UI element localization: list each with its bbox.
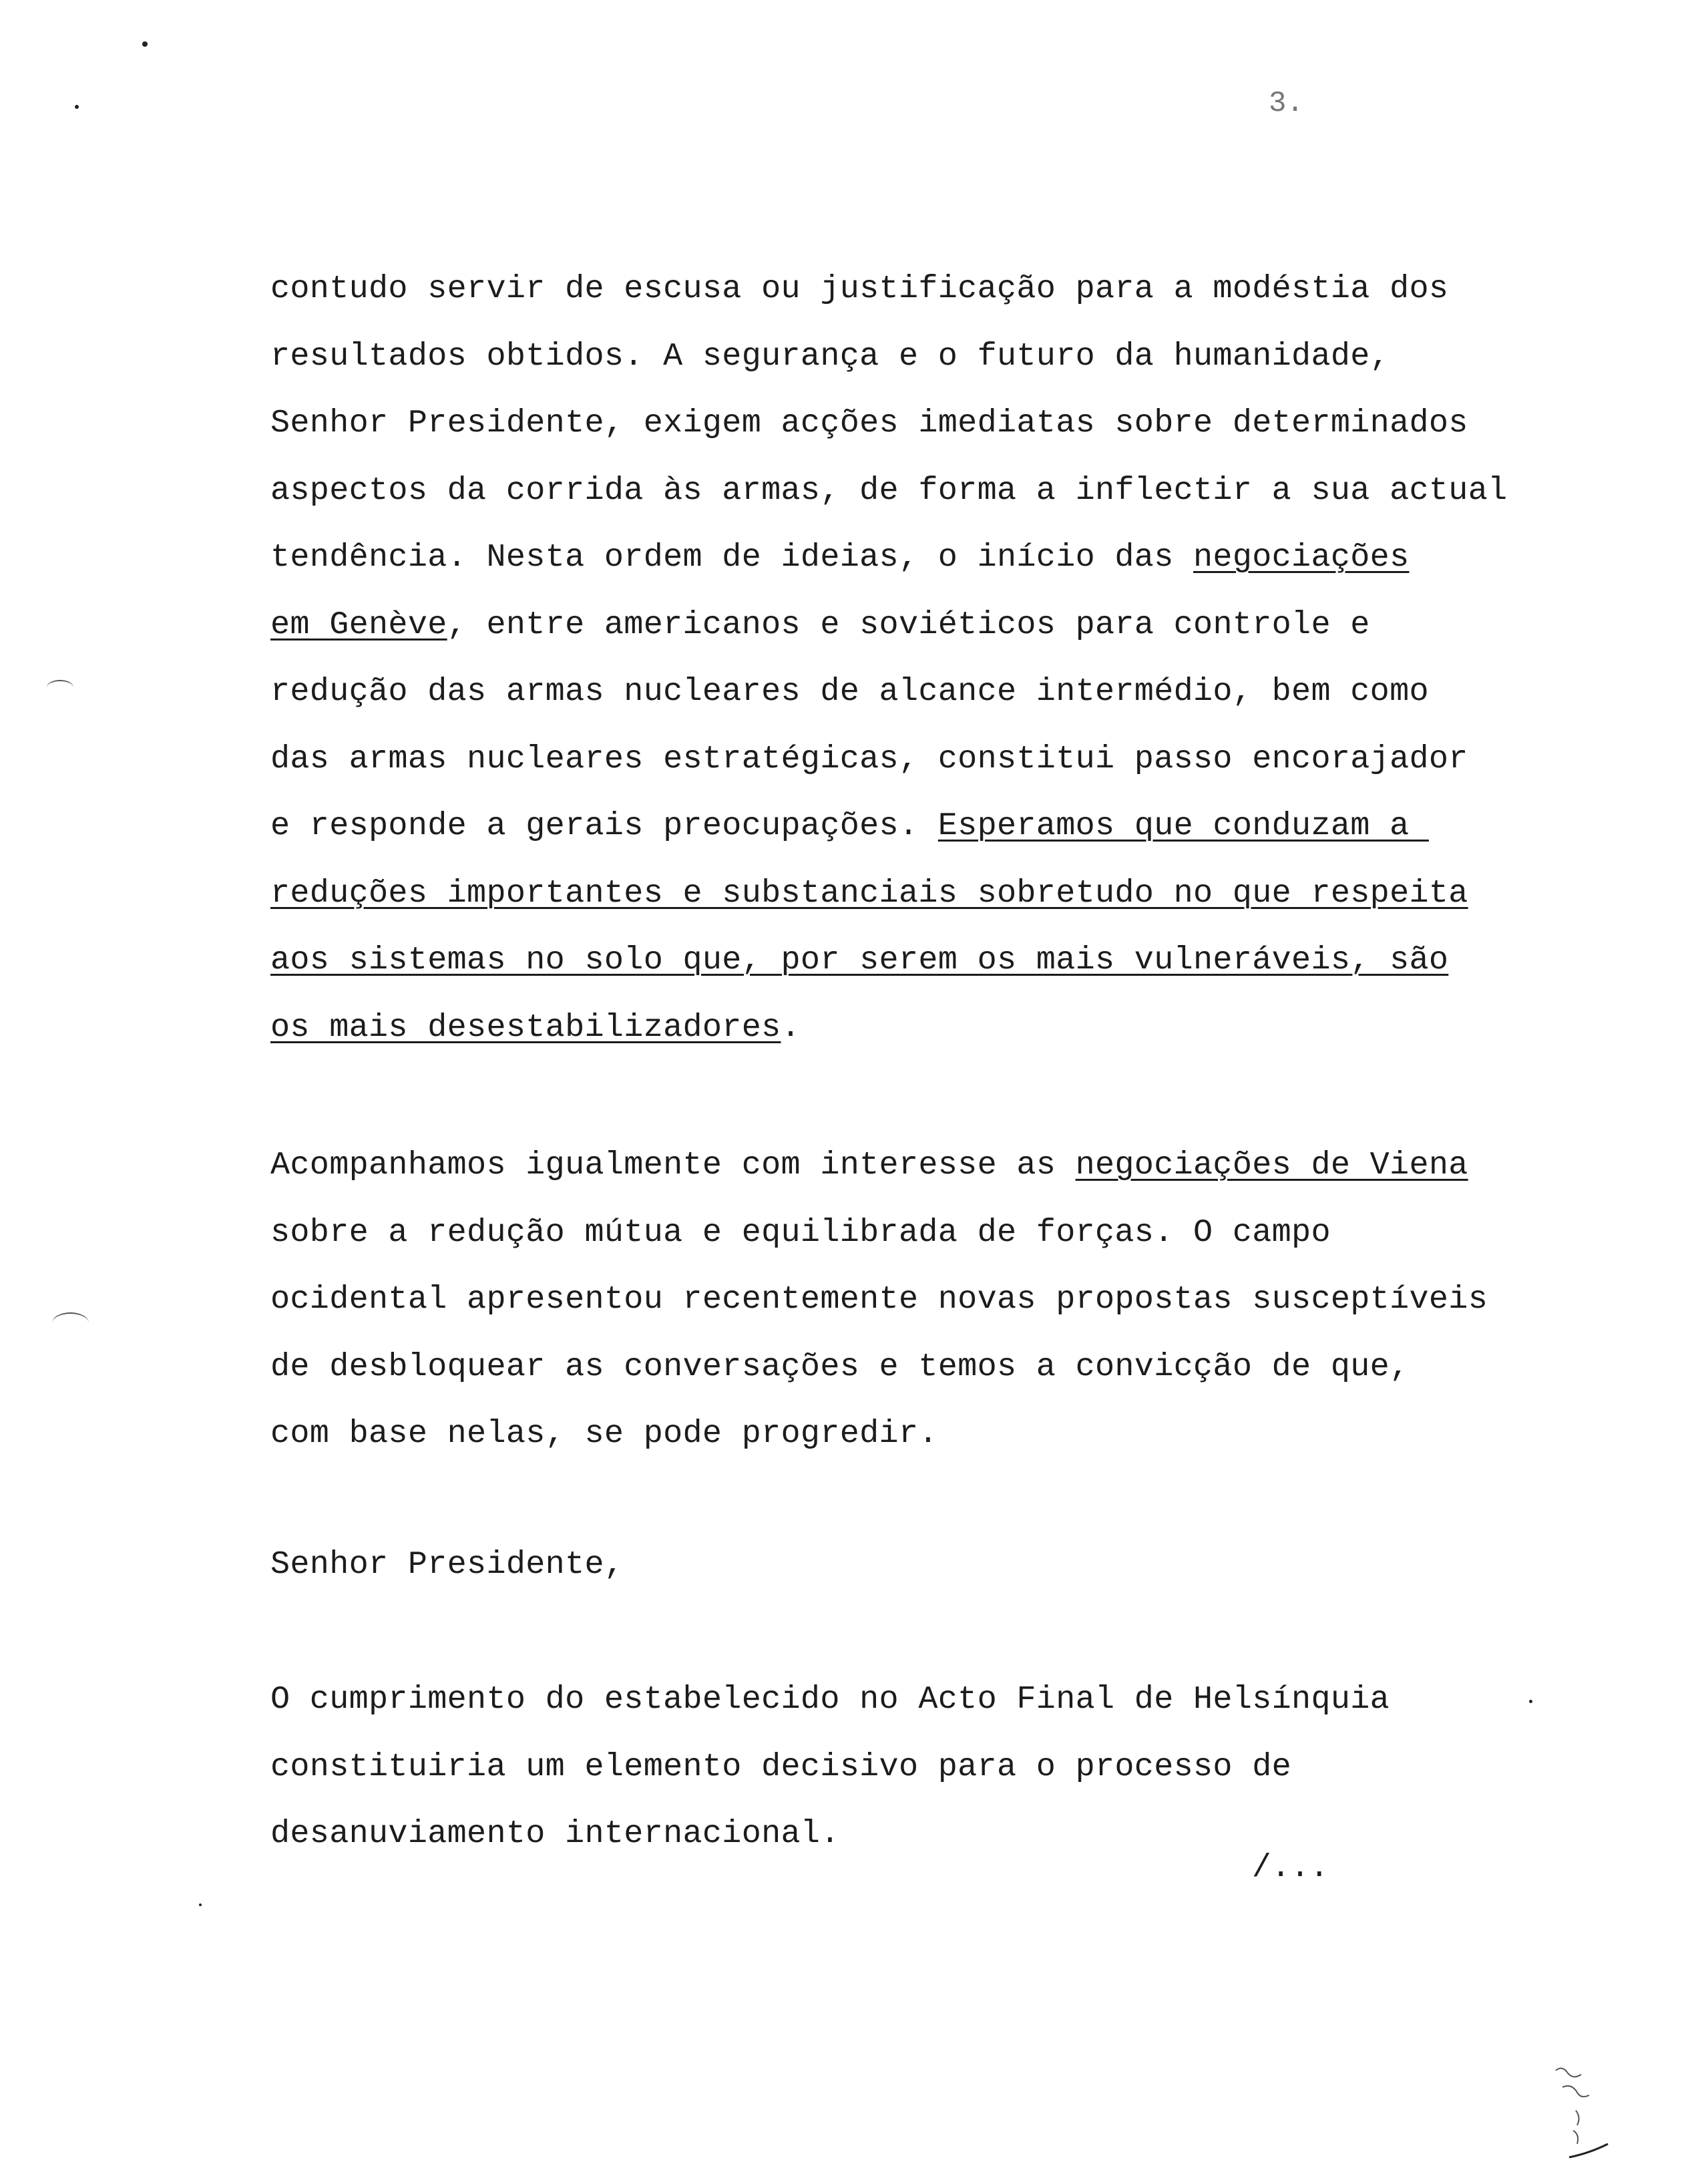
corner-scribble-icon — [1549, 2057, 1609, 2164]
text-segment: Acompanhamos igualmente com interesse as — [270, 1147, 1076, 1184]
text-line — [270, 471, 1508, 511]
text-segment: constituiria um elemento decisivo para o processo de — [270, 1748, 1292, 1785]
scan-speck — [142, 41, 148, 47]
text-segment: com base nelas, se pode progredir. — [270, 1415, 938, 1452]
text-line — [270, 739, 1468, 779]
text-segment: redução das armas nucleares de alcance intermédio, bem como — [270, 673, 1429, 710]
text-segment: resultados obtidos. A segurança e o futuro da humanidade, — [270, 337, 1390, 375]
text-line — [270, 1680, 1390, 1720]
text-segment: tendência. Nesta ordem de ideias, o início das — [270, 539, 1194, 576]
text-line — [270, 538, 1409, 578]
text-segment: sobre a redução mútua e equilibrada de forças. O campo — [270, 1214, 1331, 1251]
scan-mark — [52, 1312, 89, 1334]
underlined-text: negociações de Viena — [1075, 1147, 1468, 1184]
text-line — [270, 1747, 1291, 1787]
scan-speck — [75, 105, 79, 109]
text-segment: contudo servir de escusa ou justificação para a modéstia dos — [270, 270, 1449, 307]
text-segment: e responde a gerais preocupações. — [270, 807, 938, 844]
text-line — [270, 1414, 938, 1454]
text-line — [270, 269, 1448, 309]
text-segment: Senhor Presidente, exigem acções imediatas sobre determinados — [270, 405, 1468, 441]
underlined-text: os mais desestabilizadores — [270, 1009, 781, 1046]
text-segment: de desbloquear as conversações e temos a convicção de que, — [270, 1348, 1410, 1385]
underlined-text: em Genève — [270, 606, 447, 643]
text-line — [270, 337, 1390, 377]
scan-mark — [47, 680, 73, 695]
underlined-text: aos sistemas no solo que, por serem os mais vulneráveis, são — [270, 942, 1449, 978]
text-line — [270, 1347, 1409, 1387]
text-segment: desanuviamento internacional. — [270, 1815, 840, 1852]
page-number: 3. — [1269, 87, 1304, 120]
text-segment: das armas nucleares estratégicas, constitui passo encorajador — [270, 740, 1468, 777]
text-segment: O cumprimento do estabelecido no Acto Final de Helsínquia — [270, 1681, 1390, 1718]
text-line — [270, 605, 1370, 645]
text-segment: , entre americanos e soviéticos para controle e — [447, 606, 1370, 643]
scan-speck — [199, 1903, 202, 1906]
text-segment: ocidental apresentou recentemente novas propostas susceptíveis — [270, 1281, 1488, 1318]
text-segment: . — [781, 1009, 801, 1046]
text-line — [270, 1545, 624, 1585]
text-segment: aspectos da corrida às armas, de forma a inflectir a sua actual — [270, 472, 1508, 509]
underlined-text: Esperamos que conduzam a — [937, 807, 1429, 844]
text-segment: Senhor Presidente, — [270, 1546, 624, 1583]
text-line — [270, 806, 1429, 846]
text-line — [270, 672, 1429, 712]
text-line — [270, 874, 1468, 914]
text-line — [270, 1814, 840, 1854]
text-line — [270, 403, 1468, 443]
underlined-text: negociações — [1193, 539, 1410, 576]
text-line — [270, 1213, 1331, 1253]
text-line — [270, 940, 1448, 980]
underlined-text: reduções importantes e substanciais sobretudo no que respeita — [270, 874, 1468, 912]
text-line — [270, 1280, 1488, 1320]
text-line — [270, 1145, 1468, 1186]
text-line — [270, 1008, 801, 1048]
continuation-mark: /... — [1252, 1850, 1329, 1886]
scan-speck — [1529, 1700, 1532, 1703]
